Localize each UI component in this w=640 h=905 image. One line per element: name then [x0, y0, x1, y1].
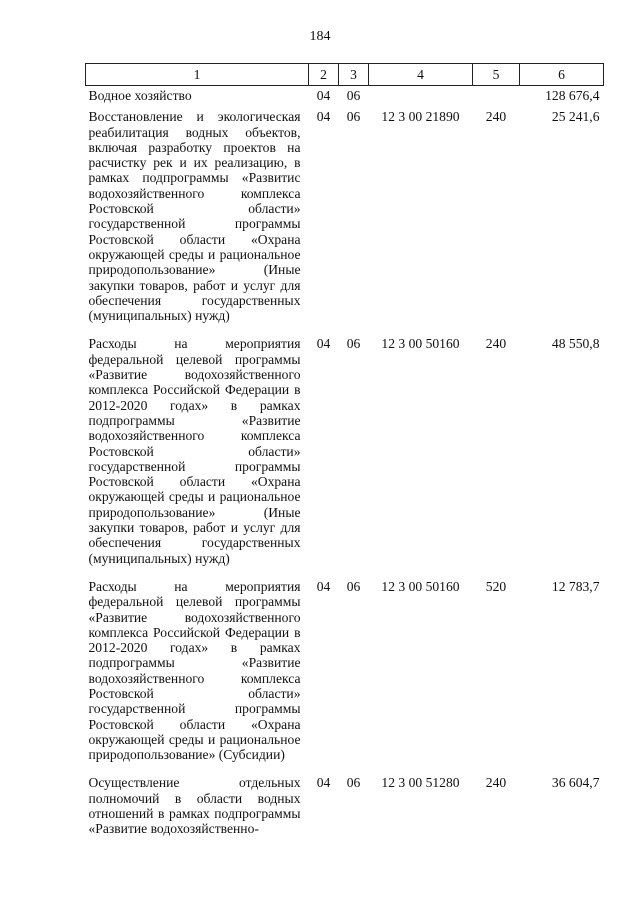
header-col-3: 3: [339, 64, 369, 86]
row-section: 04: [316, 109, 331, 125]
table-row: [86, 334, 604, 576]
row-description: Расходы на мероприятия федеральной целевой программы «Развитие водохозяйственного комплекса Российской Федерации в 2012-2020 годах» в рамках подпрограммы «Развитие водохозяйственного комплекса Ростовской области» государственной программы Ростовской области «Охрана окружающей среды и рациональное природопользование» (Субсидии): [88, 578, 301, 763]
header-col-2: 2: [309, 64, 339, 86]
row-subsection: 06: [346, 336, 361, 352]
row-amount: 36 604,7: [551, 775, 600, 791]
row-amount: 48 550,8: [551, 336, 600, 352]
row-amount: 25 241,6: [551, 109, 600, 125]
row-target-code: 12 3 00 50160: [381, 578, 460, 594]
page-number: 184: [309, 29, 331, 44]
row-subsection: 06: [346, 109, 361, 125]
header-col-5: 5: [473, 64, 520, 86]
row-section: 04: [316, 88, 331, 103]
table-row: [86, 577, 604, 774]
row-expense-type: 240: [485, 109, 507, 125]
row-expense-type: 520: [485, 578, 507, 594]
row-description: Осуществление отдельных полномочий в области водных отношений в рамках подпрограммы «Развитие водохозяйственно-: [88, 775, 301, 837]
row-subsection: 06: [346, 578, 361, 594]
row-description: Восстановление и экологическая реабилитация водных объектов, включая разработку проектов на расчистку рек и их реализацию, в рамках подпрограммы «Развитис водохозяйственного комплекса Ростовской области» государственной программы Ростовской области «Охрана окружающей среды и рациональное природопользование» (Иные закупки товаров, работ и услуг для обеспечения государственных (муниципальных) нужд): [88, 109, 301, 324]
table-row: [86, 107, 604, 334]
row-description: Водное хозяйство: [88, 88, 192, 103]
row-target-code: 12 3 00 50160: [381, 336, 460, 352]
row-subsection: 06: [346, 88, 361, 103]
row-target-code: 12 3 00 51280: [381, 775, 460, 791]
table-row: [86, 86, 604, 108]
header-col-4: 4: [369, 64, 473, 86]
row-amount: 128 676,4: [545, 88, 600, 103]
row-description: Расходы на мероприятия федеральной целевой программы «Развитие водохозяйственного комплекса Российской Федерации в 2012-2020 годах» в рамках подпрограммы «Развитие водохозяйственного комплекса Ростовской области» государственной программы Ростовской области «Охрана окружающей среды и рациональное природопользование» (Иные закупки товаров, работ и услуг для обеспечения государственных (муниципальных) нужд): [88, 336, 301, 566]
header-row: [86, 64, 604, 86]
row-target-code: [369, 86, 473, 108]
row-section: 04: [316, 775, 331, 791]
row-amount: 12 783,7: [551, 578, 600, 594]
budget-table: [85, 63, 604, 848]
row-expense-type: 240: [485, 336, 507, 352]
row-expense-type: 240: [485, 775, 507, 791]
row-section: 04: [316, 578, 331, 594]
header-col-6: 6: [520, 64, 604, 86]
header-col-1: 1: [86, 64, 309, 86]
row-target-code: 12 3 00 21890: [381, 109, 460, 125]
row-section: 04: [316, 336, 331, 352]
row-expense-type: [473, 86, 520, 108]
row-subsection: 06: [346, 775, 361, 791]
table-row: [86, 773, 604, 847]
